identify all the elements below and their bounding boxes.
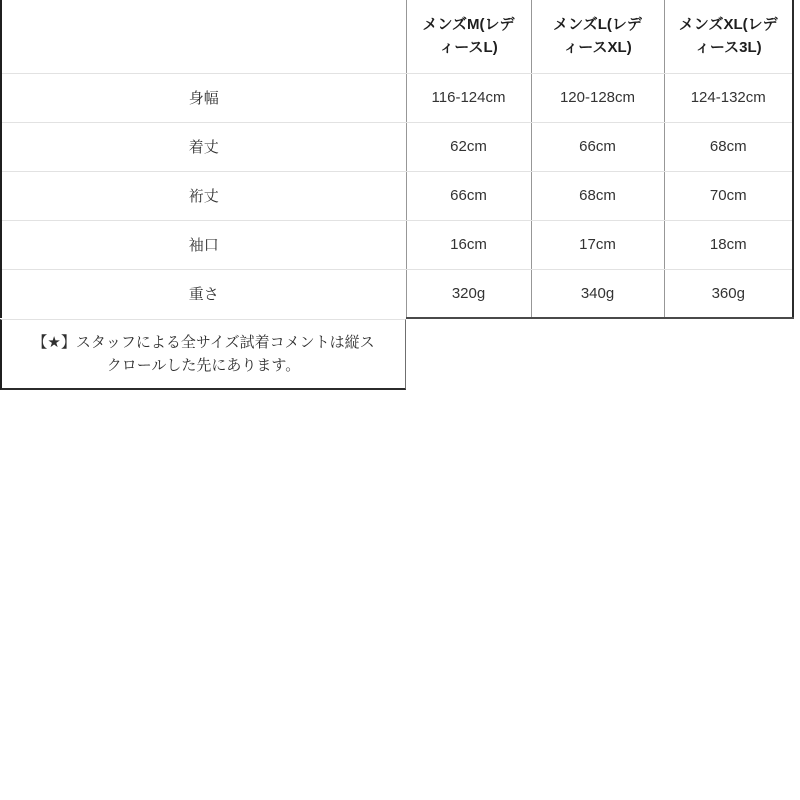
value-cell: 360g <box>664 269 793 318</box>
header-mens-xl <box>664 0 793 73</box>
value-cell: 116-124cm <box>406 73 531 122</box>
header-empty-cell <box>1 0 406 73</box>
row-label-length: 着丈 <box>1 122 406 171</box>
header-mens-xl-line1: メンズXL(レデ <box>678 16 778 34</box>
note-line-2: クロールした先にあります。 <box>106 357 301 374</box>
header-mens-l <box>531 0 664 73</box>
row-label-sleeve-length: 裄丈 <box>1 171 406 220</box>
note-box <box>0 319 406 390</box>
value-cell: 320g <box>406 269 531 318</box>
header-mens-m <box>406 0 531 73</box>
row-label-weight: 重さ <box>1 269 406 318</box>
value-cell: 17cm <box>531 220 664 269</box>
value-cell: 340g <box>531 269 664 318</box>
header-row <box>1 0 793 73</box>
table-row-body-width <box>1 73 793 122</box>
table-row-cuff <box>1 220 793 269</box>
value-cell: 68cm <box>664 122 793 171</box>
value-cell: 66cm <box>406 171 531 220</box>
header-mens-m-line2: ィースL) <box>439 39 498 57</box>
value-cell: 66cm <box>531 122 664 171</box>
header-mens-l-line1: メンズL(レデ <box>553 16 642 34</box>
note-line-1: 【★】スタッフによる全サイズ試着コメントは縦ス <box>32 334 375 351</box>
value-cell: 120-128cm <box>531 73 664 122</box>
size-chart-sheet <box>0 0 800 390</box>
row-label-cuff: 袖口 <box>1 220 406 269</box>
value-cell: 62cm <box>406 122 531 171</box>
size-table <box>0 0 794 319</box>
table-row-sleeve-length <box>1 171 793 220</box>
value-cell: 124-132cm <box>664 73 793 122</box>
value-cell: 70cm <box>664 171 793 220</box>
table-row-weight <box>1 269 793 318</box>
header-mens-xl-line2: ィース3L) <box>694 39 762 57</box>
value-cell: 68cm <box>531 171 664 220</box>
row-label-body-width: 身幅 <box>1 73 406 122</box>
header-mens-l-line2: ィースXL) <box>563 39 632 57</box>
table-row-length <box>1 122 793 171</box>
value-cell: 16cm <box>406 220 531 269</box>
value-cell: 18cm <box>664 220 793 269</box>
header-mens-m-line1: メンズM(レデ <box>422 16 515 34</box>
